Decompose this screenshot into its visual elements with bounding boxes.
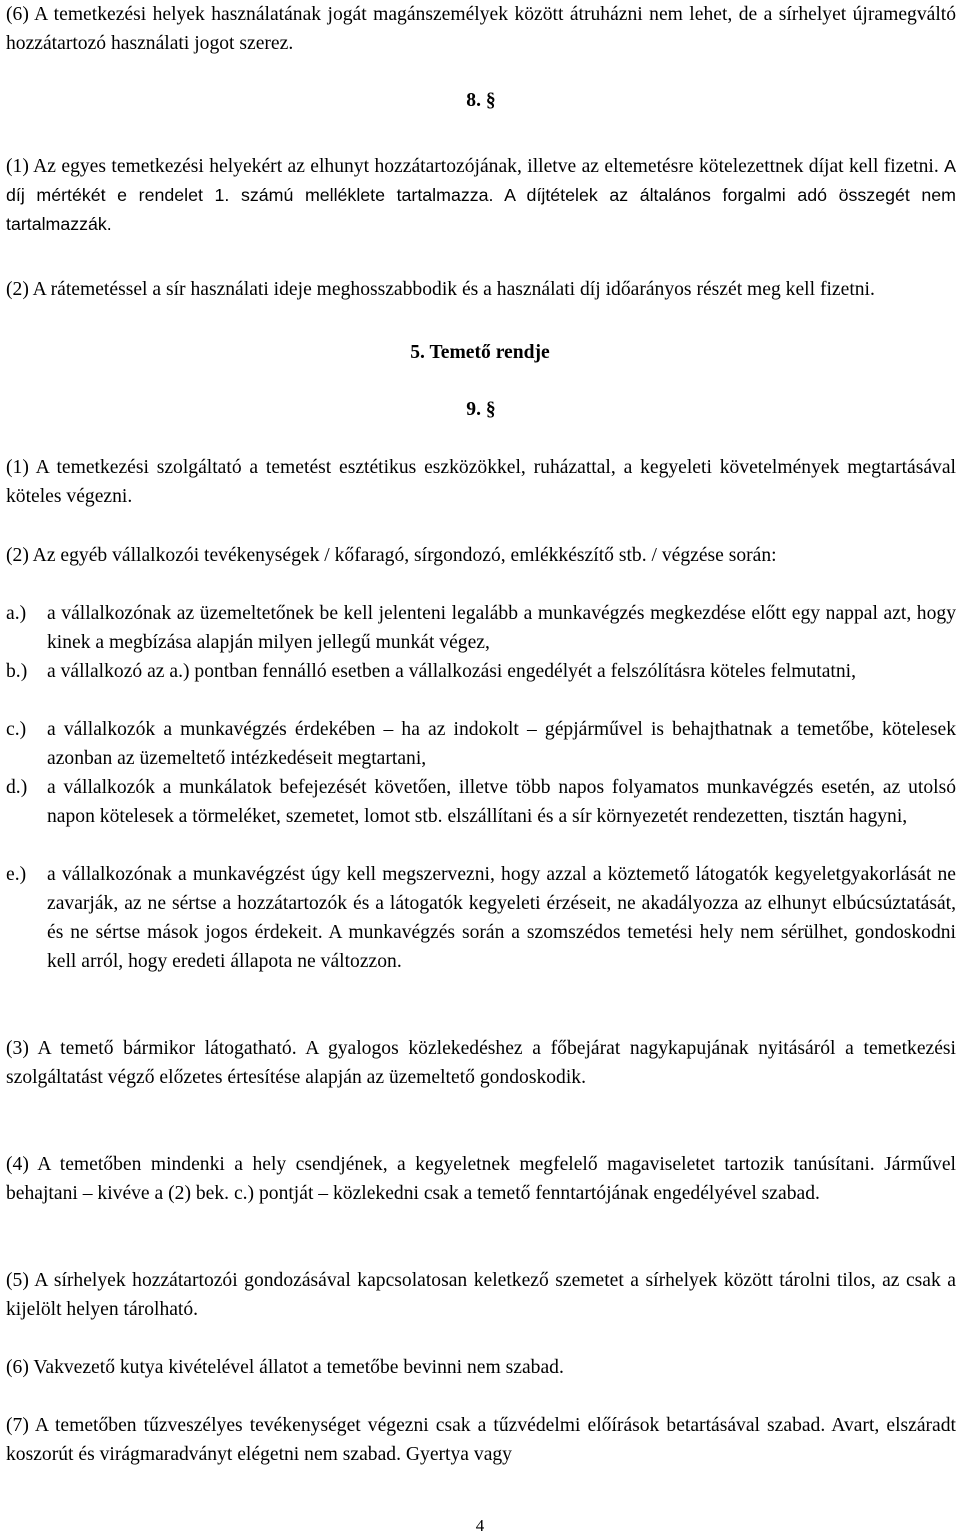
section-9-paragraph-1: (1) A temetkezési szolgáltató a temetést esztétikus eszközökkel, ruházattal, a kegyeleti követelmények megtartásával köteles végezni. xyxy=(6,457,956,507)
section-8-paragraph-1-text: (1) Az egyes temetkezési helyekért az elhunyt hozzátartozójának, illetve az eltemetésre kötelezettnek díjat kell fizetni. xyxy=(6,156,939,177)
list-item-text: a vállalkozónak a munkavégzést úgy kell megszervezni, hogy azzal a köztemető látogatók kegyeletgyakorlását ne zavarják, az ne sértse a hozzátartozók és a látogatók kegyeleti érzéseit, ne akadályozza az elhunyt elbúcsúztatását, és ne sértse mások jogos érdekeit. A munkavégzés során a szomszédos temetési hely nem sérülhet, gondoskodni kell arról, hogy eredeti állapota ne változzon. xyxy=(47,864,956,972)
list-item-d xyxy=(6,773,956,831)
list-item-c xyxy=(6,715,956,773)
list-item-label: d.) xyxy=(6,777,28,798)
page-number: 4 xyxy=(475,1516,485,1535)
list-item-e xyxy=(6,860,956,976)
list-item-label: b.) xyxy=(6,661,28,682)
list-item-text: a vállalkozók a munkálatok befejezését követően, illetve több napos folyamatos munkavégzés esetén, az utolsó napon kötelesek a törmeléket, szemetet, lomot stb. elszállítani és a sír környezetét rendezetten, tisztán hagyni, xyxy=(47,777,956,827)
chapter-5-heading: 5. Temető rendje xyxy=(410,342,550,363)
section-9-paragraph-7: (7) A temetőben tűzveszélyes tevékenységet végezni csak a tűzvédelmi előírások betartásával szabad. Avart, elszáradt koszorút és virágmaradványt elégetni nem szabad. Gyertya vagy xyxy=(6,1415,956,1465)
section-9-heading: 9. § xyxy=(466,399,496,420)
section-9-paragraph-4: (4) A temetőben mindenki a hely csendjének, a kegyeletnek megfelelő magaviseletet tartozik tanúsítani. Járművel behajtani – kivéve a (2) bek. c.) pontját – közlekedni csak a temető fenntartójának engedélyével szabad. xyxy=(6,1154,956,1204)
list-item-label: c.) xyxy=(6,719,27,740)
list-item-text: a vállalkozók a munkavégzés érdekében – ha az indokolt – gépjárművel is behajthatnak a temetőbe, kötelesek azonban az üzemeltető intézkedéseit megtartani, xyxy=(47,719,956,769)
list-item-b xyxy=(6,657,956,686)
list-item-label: a.) xyxy=(6,603,27,624)
section-8-heading: 8. § xyxy=(466,90,496,111)
section-9-paragraph-3: (3) A temető bármikor látogatható. A gyalogos közlekedéshez a főbejárat nagykapujának nyitásáról a temetkezési szolgáltatást végző előzetes értesítése alapján az üzemeltető gondoskodik. xyxy=(6,1038,956,1088)
section-9-paragraph-5: (5) A sírhelyek hozzátartozói gondozásával kapcsolatosan keletkező szemetet a sírhelyek között tárolni tilos, az csak a kijelölt helyen tárolható. xyxy=(6,1270,956,1320)
section-9-paragraph-6: (6) Vakvezető kutya kivételével állatot a temetőbe bevinni nem szabad. xyxy=(6,1357,564,1378)
list-item-text: a vállalkozó az a.) pontban fennálló esetben a vállalkozási engedélyét a felszólításra köteles felmutatni, xyxy=(47,661,856,682)
paragraph-prev-6: (6) A temetkezési helyek használatának jogát magánszemélyek között átruházni nem lehet, de a sírhelyet újramegváltó hozzátartozó használati jogot szerez. xyxy=(6,4,956,54)
list-item-text: a vállalkozónak az üzemeltetőnek be kell jelenteni legalább a munkavégzés megkezdése előtt egy nappal azt, hogy kinek a megbízása alapján milyen jellegű munkát végez, xyxy=(47,603,956,653)
section-8-paragraph-1-fee-text: A díj mértékét e rendelet 1. számú melléklete tartalmazza. A díjtételek az általános forgalmi adó összegét nem tartalmazzák. xyxy=(6,156,956,234)
section-9-paragraph-2: (2) Az egyéb vállalkozói tevékenységek / kőfaragó, sírgondozó, emlékkészítő stb. / végzése során: xyxy=(6,545,777,566)
section-8-paragraph-1 xyxy=(6,152,956,239)
list-item-label: e.) xyxy=(6,864,27,885)
list-item-a xyxy=(6,599,956,657)
section-8-paragraph-2: (2) A rátemetéssel a sír használati ideje meghosszabbodik és a használati díj időarányos részét meg kell fizetni. xyxy=(6,279,875,300)
